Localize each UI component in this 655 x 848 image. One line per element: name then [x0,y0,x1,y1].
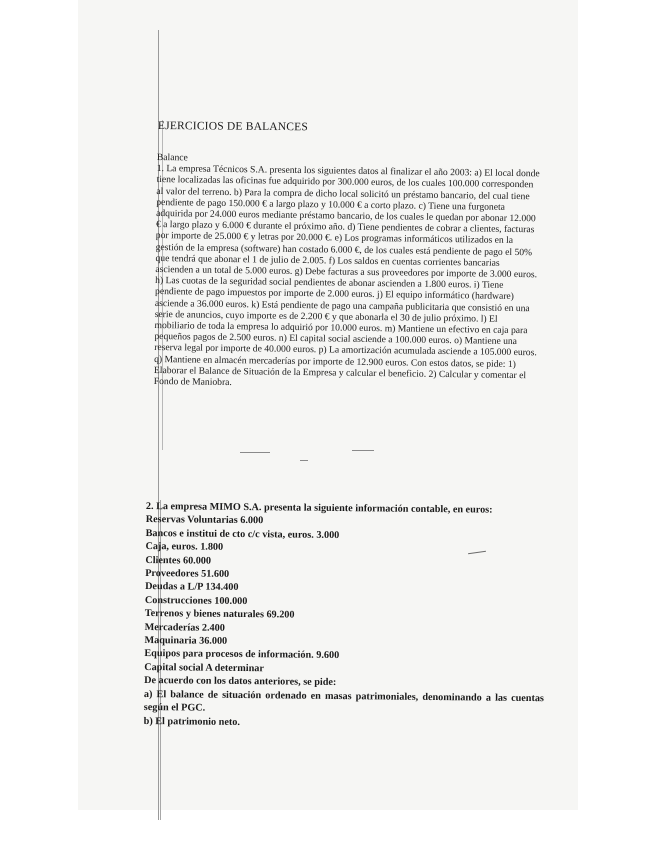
account-line: Caja, euros. 1.800 [145,541,224,554]
exercise-1 [154,152,541,393]
account-line: Terrenos y bienes naturales 69.200 [144,608,295,621]
account-line: Equipos para procesos de información. 9.600 [144,648,340,662]
account-line: Deudas a L/P 134.400 [145,581,239,594]
account-line: Maquinaria 36.000 [144,635,228,647]
exercise-2-request: De acuerdo con los datos anteriores, se pide: [144,675,337,689]
scan-mark [300,460,308,461]
scan-mark [240,452,270,453]
account-line: Capital social A determinar [144,661,265,675]
account-line: Proveedores 51.600 [145,568,230,580]
account-line: Clientes 60.000 [145,554,212,567]
exercise-1-subheading: Balance [156,152,188,164]
account-line: Bancos e institui de cto c/c vista, euros. 3.000 [145,527,340,541]
exercise-2 [144,500,546,732]
account-line: Construcciones 100.000 [144,594,248,607]
page-title: EJERCICIOS DE BALANCES [157,120,309,134]
exercise-1-text: 1. La empresa Técnicos S.A. presenta los siguientes datos al finalizar el año 2003: a) El local donde tiene localizadas las oficinas fue adquirido por 300.000 euros, de los cuales 100.000 corresponden al valor del terreno. b) Para la compra de dicho local solicitó un préstamo bancario, del cual tiene pendiente de pago 150.000 € a largo plazo y 10.000 € a corto plazo. c) Tiene una furgoneta adquirida por 24.000 euros mediante préstamo bancario, de los cuales le quedan por abonar 12.000 € a largo plazo y 6.000 € durante el próximo año. d) Tiene pendientes de cobrar a clientes, facturas por importe de 25.000 € y letras por 20.000 €. e) Los programas informáticos utilizados en la gestión de la empresa (software) han costado 6.000 €, de los cuales está pendiente de pago el 50% que tendrá que abonar el 1 de julio de 2.005. f) Los saldos en cuentas corrientes bancarias ascienden a un total de 5.000 euros. g) Debe facturas a sus proveedores por importe de 3.000 euros. h) Las cuotas de la seguridad social pendientes de abonar ascienden a 1.800 euros. i) Tiene pendiente de pago impuestos por importe de 2.000 euros. j) El equipo informático (hardware) asciende a 36.000 euros. k) Está pendiente de pago una campaña publicitaria que consistió en una serie de anuncios, cuyo importe es de 2.200 € y que abonarla el 30 de julio próximo. l) El mobiliario de toda la empresa lo adquirió por 10.000 euros. m) Mantiene un efectivo en caja para pequeños pagos de 2.500 euros. n) El capital social asciende a 100.000 euros. o) Mantiene una reserva legal por importe de 40.000 euros. p) La amortización acumulada asciende a 105.000 euros. q) Mantiene en almacén mercaderías por importe de 12.900 euros. Con estos datos, se pide: 1) Elaborar el Balance de Situación de la Empresa y calcular el beneficio. 2) Calcular y comentar el Fondo de Maniobra. [153,163,540,389]
account-line: Reservas Voluntarias 6.000 [145,514,264,527]
question-a: a) El balance de situación ordenado en masas patrimoniales, denominando a las cuentas según el PGC. [143,688,545,714]
exercise-2-intro: 2. La empresa MIMO S.A. presenta la siguiente información contable, en euros: [145,500,493,516]
question-b: b) El patrimonio neto. [143,715,240,728]
account-line: Mercaderías 2.400 [144,621,225,634]
scan-mark [352,450,374,451]
